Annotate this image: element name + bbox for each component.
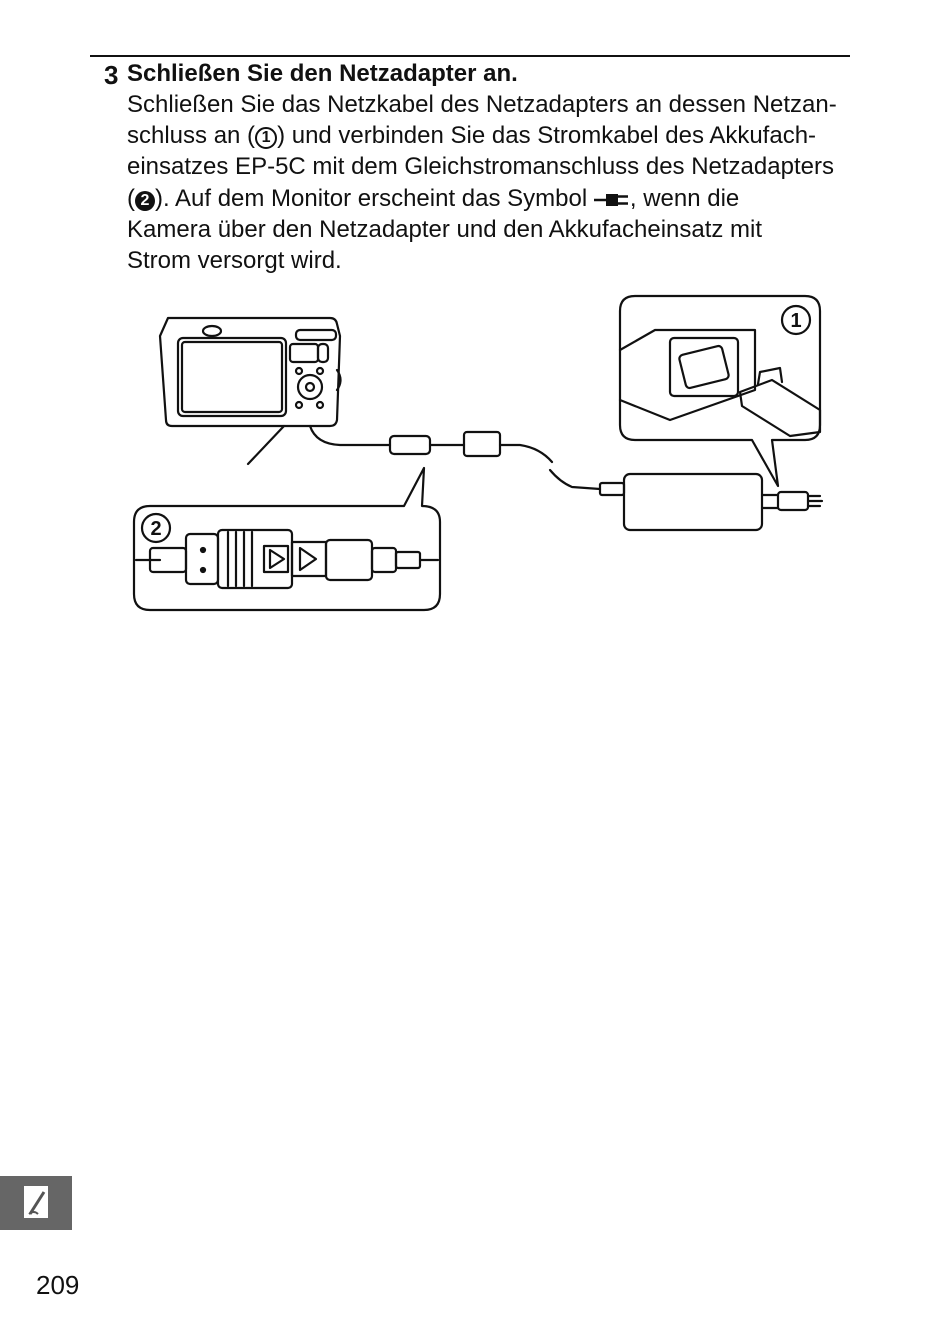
paragraph-line [127,183,857,214]
paragraph-line [127,120,857,151]
paragraph-text: ) und verbinden Sie das Stromkabel des Akkufach- [277,122,817,150]
camera-icon [160,318,341,464]
paragraph-line: Kamera über den Netzadapter und den Akkufacheinsatz mit [127,215,763,243]
ac-power-icon [594,192,630,208]
paragraph-line: einsatzes EP-5C mit dem Gleichstromanschluss des Netzadapters [127,153,834,181]
step-title: Schließen Sie den Netzadapter an. [127,60,518,87]
marker-1-inline: 1 [255,127,277,149]
step-number: 3 [104,60,119,90]
callout-dc-connector [134,468,440,610]
marker-2-figure: 2 [150,518,162,540]
paragraph-text: , wenn die [629,184,740,212]
pen-note-icon [0,1176,72,1230]
marker-2-inline: 2 [135,191,155,211]
page-number: 209 [36,1270,80,1300]
paragraph-text: schluss an ( [127,122,256,150]
paragraph-line: Schließen Sie das Netzkabel des Netzadapters an dessen Netzan- [127,91,837,118]
top-rule [90,55,850,57]
callout-ac-inlet [620,296,820,486]
paragraph-line: Strom versorgt wird. [127,247,342,275]
chapter-tab [0,1176,72,1230]
marker-1-figure: 1 [790,310,802,332]
paragraph-text: ). Auf dem Monitor erscheint das Symbol [155,184,594,212]
paragraph-text: ( [127,184,135,212]
instruction-paragraph [127,89,857,276]
ac-adapter-box [624,474,822,530]
